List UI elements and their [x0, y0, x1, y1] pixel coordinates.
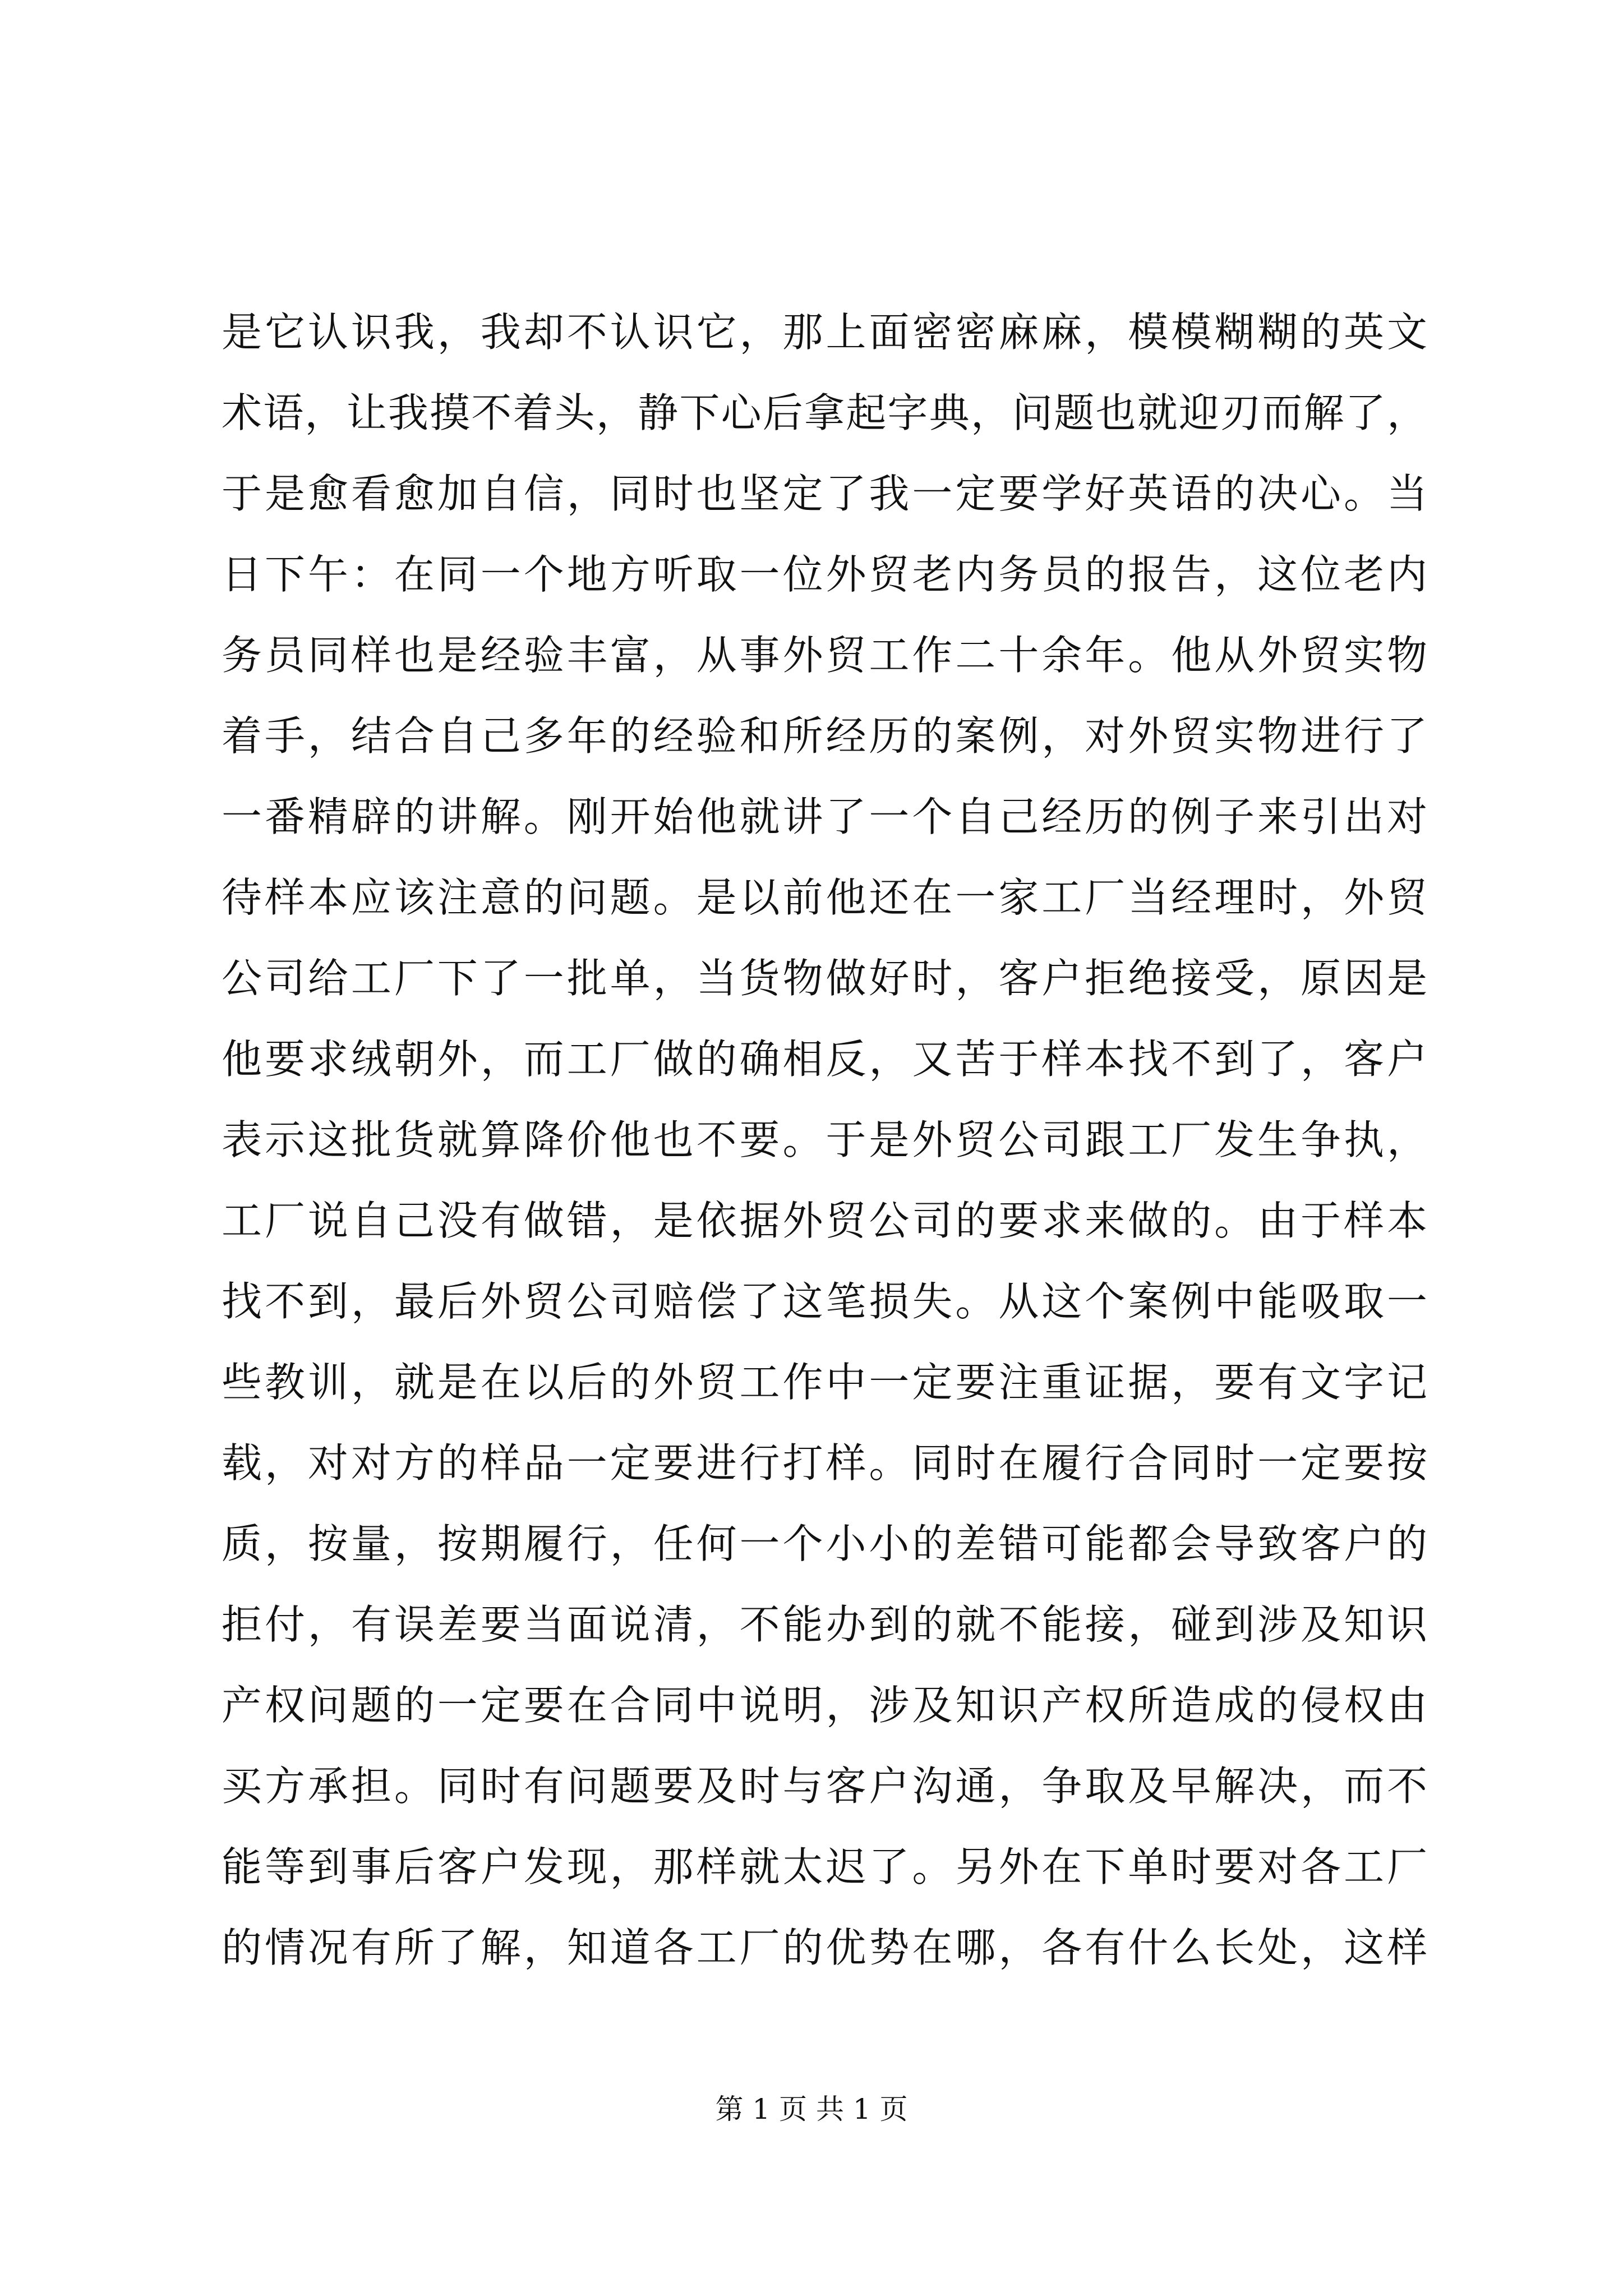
- text-line: 工厂说自己没有做错，是依据外贸公司的要求来做的。由于样本: [222, 1197, 1427, 1244]
- text-line: 质，按量，按期履行，任何一个小小的差错可能都会导致客户的: [222, 1520, 1427, 1567]
- text-line: 买方承担。同时有问题要及时与客户沟通，争取及早解决，而不: [222, 1763, 1427, 1810]
- text-line: 待样本应该注意的问题。是以前他还在一家工厂当经理时，外贸: [222, 874, 1427, 921]
- text-line: 他要求绒朝外，而工厂做的确相反，又苦于样本找不到了，客户: [222, 1036, 1427, 1083]
- text-line: 术语，让我摸不着头，静下心后拿起字典，问题也就迎刃而解了，: [222, 389, 1427, 436]
- text-line: 务员同样也是经验丰富，从事外贸工作二十余年。他从外贸实物: [222, 632, 1427, 679]
- text-line: 一番精辟的讲解。刚开始他就讲了一个自己经历的例子来引出对: [222, 793, 1427, 840]
- body-text: [222, 292, 1427, 1988]
- text-line: 些教训，就是在以后的外贸工作中一定要注重证据，要有文字记: [222, 1359, 1427, 1406]
- text-line: 是它认识我，我却不认识它，那上面密密麻麻，模模糊糊的英文: [222, 309, 1427, 356]
- text-line: 产权问题的一定要在合同中说明，涉及知识产权所造成的侵权由: [222, 1682, 1427, 1729]
- page-footer: 第 1 页 共 1 页: [715, 2093, 908, 2125]
- text-line: 表示这批货就算降价他也不要。于是外贸公司跟工厂发生争执，: [222, 1116, 1427, 1163]
- text-line: 的情况有所了解，知道各工厂的优势在哪，各有什么长处，这样: [222, 1924, 1427, 1971]
- text-line: 着手，结合自己多年的经验和所经历的案例，对外贸实物进行了: [222, 712, 1427, 760]
- text-line: 日下午：在同一个地方听取一位外贸老内务员的报告，这位老内: [222, 551, 1427, 598]
- text-line: 能等到事后客户发现，那样就太迟了。另外在下单时要对各工厂: [222, 1843, 1427, 1890]
- text-line: 拒付，有误差要当面说清，不能办到的就不能接，碰到涉及知识: [222, 1601, 1427, 1648]
- text-line: 于是愈看愈加自信，同时也坚定了我一定要学好英语的决心。当: [222, 470, 1427, 517]
- text-line: 载，对对方的样品一定要进行打样。同时在履行合同时一定要按: [222, 1439, 1427, 1487]
- text-line: 公司给工厂下了一批单，当货物做好时，客户拒绝接受，原因是: [222, 955, 1427, 1002]
- text-line: 找不到，最后外贸公司赔偿了这笔损失。从这个案例中能吸取一: [222, 1278, 1427, 1325]
